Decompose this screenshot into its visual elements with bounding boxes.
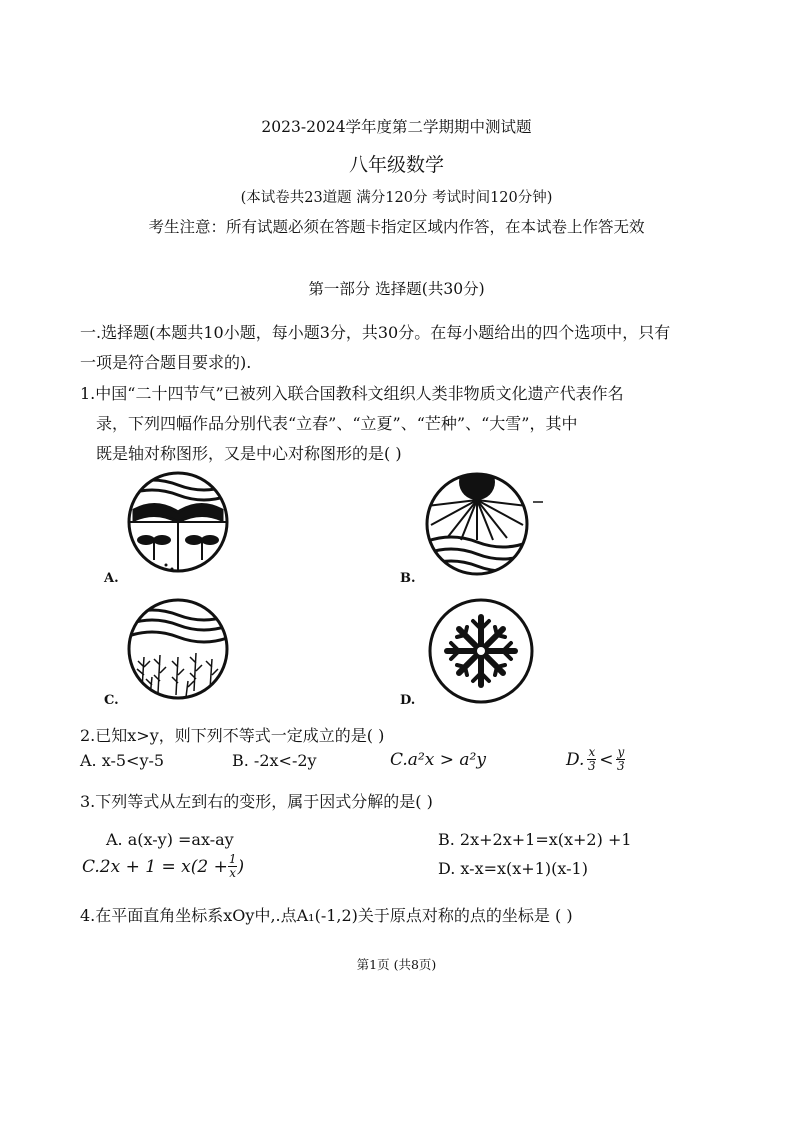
q3-option-a: A. a(x-y) =ax-ay (106, 830, 234, 849)
q1-option-a-label: A. (104, 571, 119, 586)
q1-option-b-label: B. (400, 571, 416, 586)
q2-option-d (566, 746, 625, 773)
q3-option-c (82, 853, 244, 880)
q2-option-d-den-right: 3 (617, 759, 625, 773)
page-number: 第1页 (共8页) (356, 957, 437, 972)
q3-option-b: B. 2x+2x+1=x(x+2) +1 (438, 830, 632, 849)
q2-option-d-num-x: x (588, 745, 596, 759)
q2-option-d-prefix: D. (566, 749, 585, 770)
q3-option-c-prefix: C.2x + 1 = x(2 + (82, 856, 228, 877)
q2-option-d-less-than: < (599, 749, 614, 770)
q2-option-b: B. -2x<-2y (232, 751, 317, 770)
q2-stem: 2.已知x>y，则下列不等式一定成立的是( ) (80, 726, 385, 745)
q2-option-c: C.a²x > a²y (390, 750, 486, 770)
q3-stem: 3.下列等式从左到右的变形，属于因式分解的是( ) (80, 792, 433, 811)
q2-option-d-frac-left (587, 746, 596, 773)
q1-stem-line1: 1.中国“二十四节气”已被列入联合国教科文组织人类非物质文化遗产代表作名 (80, 384, 624, 403)
q3-option-c-suffix: ) (237, 856, 245, 877)
q1-option-c-label: C. (104, 693, 119, 708)
q2-option-d-num-y: y (617, 745, 625, 759)
q3-option-c-num: 1 (228, 852, 237, 866)
figure-c-grain-in-ear (126, 597, 230, 705)
q3-option-d: D. x-x=x(x+1)(x-1) (438, 859, 588, 878)
q2-option-d-den-left: 3 (588, 759, 596, 773)
q1-stem-line2: 录，下列四幅作品分别代表“立春”、“立夏”、“芒种”、“大雪”，其中 (96, 414, 578, 433)
section-instructions-line1: 一.选择题(本题共10小题，每小题3分，共30分。在每小题给出的四个选项中，只有 (80, 323, 671, 342)
subject-title: 八年级数学 (348, 154, 444, 176)
q2-option-a: A. x-5<y-5 (80, 751, 165, 770)
q3-option-c-frac (228, 853, 238, 880)
q1-option-d-label: D. (400, 693, 416, 708)
figure-d-snowflake (427, 597, 535, 705)
figure-b-summer-sun (425, 470, 545, 580)
q4-stem: 4.在平面直角坐标系xOy中,.点A₁(-1,2)关于原点对称的点的坐标是 ( ) (80, 906, 573, 925)
q2-option-d-frac-right (616, 746, 625, 773)
figure-a-spring-sprouts (126, 470, 230, 580)
part1-title: 第一部分 选择题(共30分) (308, 280, 485, 298)
q1-stem-line3: 既是轴对称图形，又是中心对称图形的是( ) (96, 444, 402, 463)
exam-notice: 考生注意：所有试题必须在答题卡指定区域内作答，在本试卷上作答无效 (148, 218, 645, 236)
q3-option-c-den: x (229, 866, 237, 880)
exam-info: (本试卷共23道题 满分120分 考试时间120分钟) (240, 190, 553, 206)
section-instructions-line2: 一项是符合题目要求的). (80, 353, 252, 372)
exam-title: 2023-2024学年度第二学期期中测试题 (261, 118, 532, 136)
